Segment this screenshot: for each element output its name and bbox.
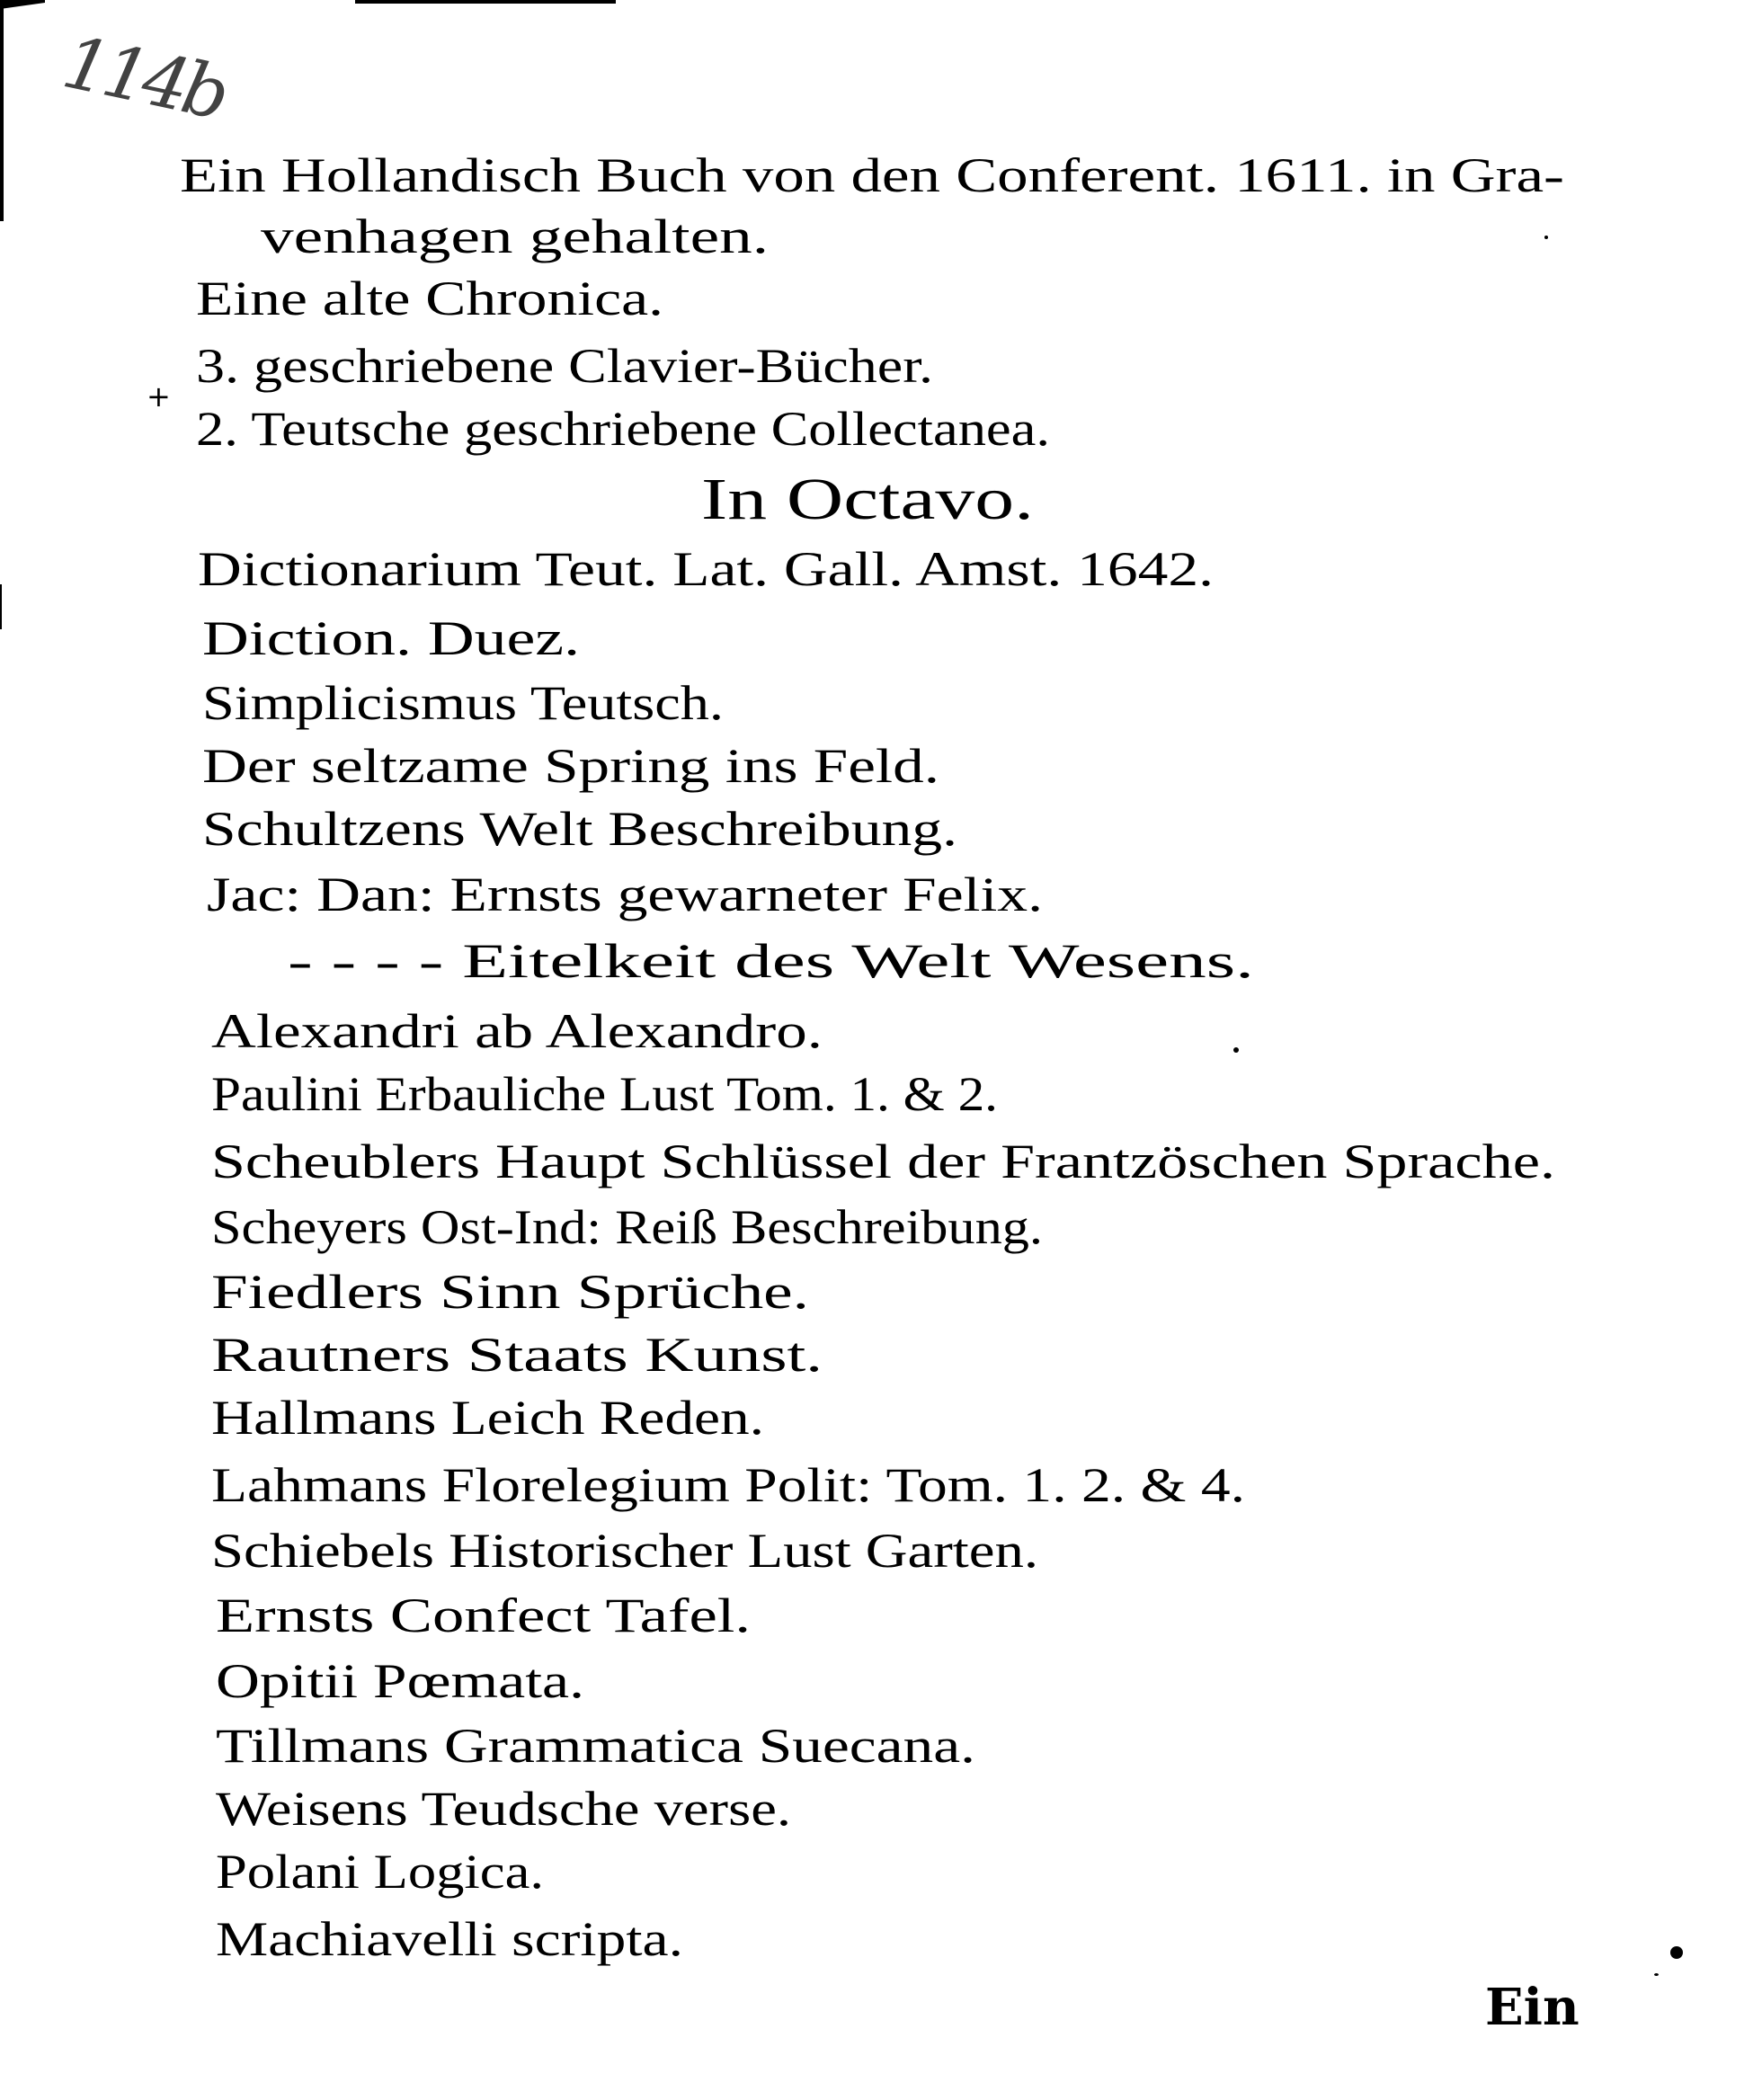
catalog-entry: Schiebels Historischer Lust Garten. [211,1524,1038,1578]
catalog-entry: Tillmans Grammatica Suecana. [216,1719,975,1773]
catalog-entry: Dictionarium Teut. Lat. Gall. Amst. 1642. [198,542,1214,596]
speck [1670,1946,1683,1959]
catalog-entry: - - - - Eitelkeit des Welt Wesens. [288,934,1254,988]
catalog-entry: Machiavelli scripta. [216,1912,683,1966]
catalog-entry: Simplicismus Teutsch. [202,676,724,730]
catalog-entry: Scheublers Haupt Schlüssel der Frantzöschen Sprache. [211,1135,1555,1188]
speck [1544,236,1548,239]
catalog-entry: Eine alte Chronica. [196,271,663,325]
catalog-entry: Polani Logica. [216,1845,544,1899]
page-corner [0,0,45,9]
catalog-entry: Ein Hollandisch Buch von den Conferent. 1611. in Gra- [180,148,1564,202]
catalog-entry: Weisens Teudsche verse. [216,1782,791,1836]
catalog-entry: 2. Teutsche geschriebene Collectanea. [196,402,1050,456]
catalog-entry: Alexandri ab Alexandro. [211,1004,823,1058]
catalog-entry: Hallmans Leich Reden. [211,1391,764,1445]
speck [1654,1973,1659,1976]
catalog-entry: Paulini Erbauliche Lust Tom. 1. & 2. [211,1067,998,1121]
catalog-entry: Opitii Pœmata. [216,1654,584,1708]
speck [1233,1047,1239,1053]
manuscript-page-number: 114b [56,20,232,136]
catalog-entry: Scheyers Ost-Ind: Reiß Beschreibung. [211,1200,1043,1254]
marginal-cross: + [147,379,171,414]
catalog-entry: Diction. Duez. [202,611,580,665]
catalog-entry: venhagen gehalten. [261,209,769,263]
catalog-entry: Der seltzame Spring ins Feld. [202,739,939,793]
catalog-entry: Fiedlers Sinn Sprüche. [211,1265,809,1319]
catchword: Ein [1485,1978,1580,2037]
catalog-entry: Rautners Staats Kunst. [211,1328,823,1382]
page-edge [0,584,2,629]
catalog-entry: Schultzens Welt Beschreibung. [202,802,957,856]
catalog-entry: Jac: Dan: Ernsts gewarneter Felix. [207,868,1043,921]
catalog-entry: Lahmans Florelegium Polit: Tom. 1. 2. & 4. [211,1458,1245,1512]
section-heading: In Octavo. [701,467,1034,532]
catalog-entry: Ernsts Confect Tafel. [216,1588,751,1642]
page-edge [0,5,4,221]
top-rule [355,0,616,4]
catalog-entry: 3. geschriebene Clavier-Bücher. [196,339,933,393]
